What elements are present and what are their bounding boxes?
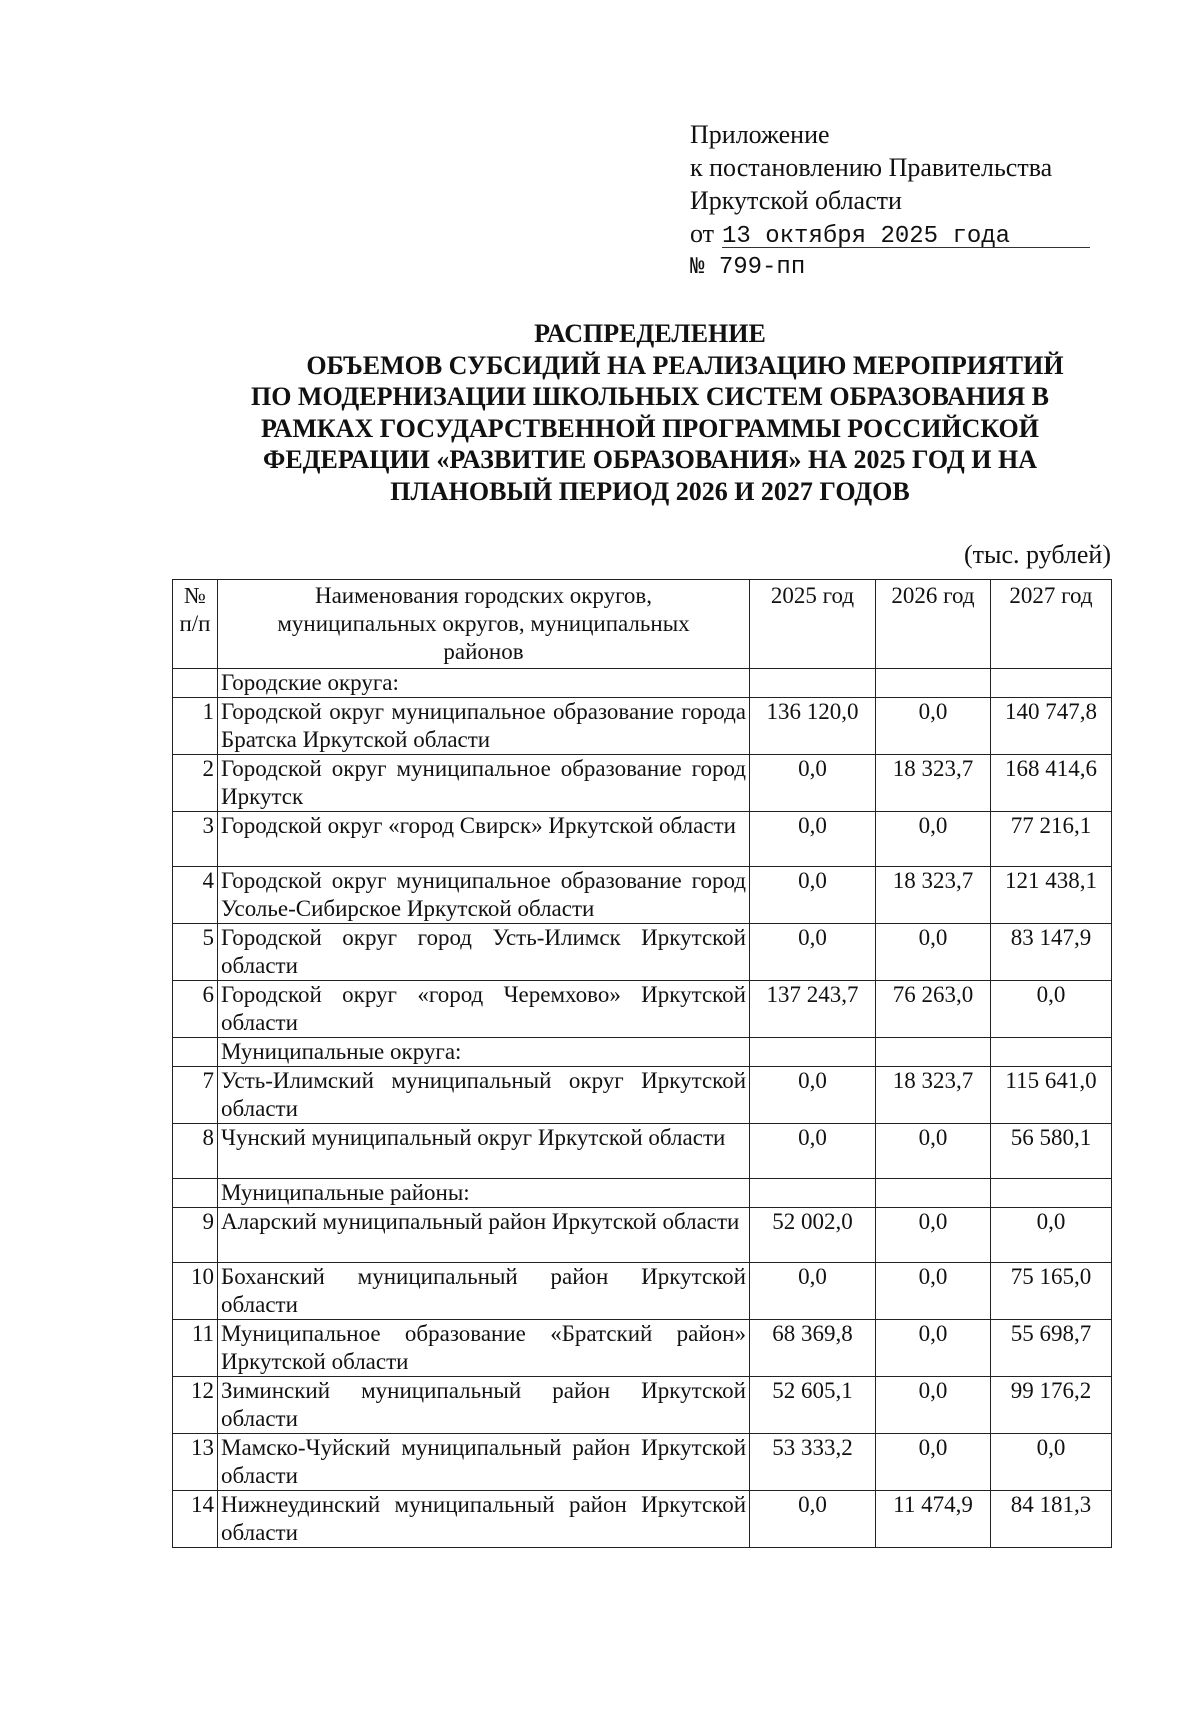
row-number: 8: [173, 1124, 218, 1179]
value-2027: 0,0: [991, 1208, 1112, 1263]
value-2025: 52 002,0: [750, 1208, 876, 1263]
units-label: (тыс. рублей): [963, 540, 1111, 569]
value-2025: 52 605,1: [750, 1377, 876, 1434]
row-number: 13: [173, 1434, 218, 1491]
date-value: 13 октября 2025 года: [722, 223, 1011, 250]
table-header-row: [173, 580, 1112, 669]
row-name: Городской округ муниципальное образование города Братска Иркутской области: [218, 698, 750, 755]
value-2025: 0,0: [750, 812, 876, 867]
group-number-cell: [173, 1179, 218, 1208]
value-2027: 55 698,7: [991, 1320, 1112, 1377]
row-number: 12: [173, 1377, 218, 1434]
value-2025: 0,0: [750, 1491, 876, 1548]
group-label: Муниципальные округа:: [218, 1038, 750, 1067]
header-name-line-3: районов: [443, 639, 524, 664]
row-name: Чунский муниципальный округ Иркутской области: [218, 1124, 750, 1179]
row-name: Нижнеудинский муниципальный район Иркутской области: [218, 1491, 750, 1548]
value-2026: 76 263,0: [876, 981, 991, 1038]
value-2025: 0,0: [750, 1067, 876, 1124]
value-2027: 115 641,0: [991, 1067, 1112, 1124]
group-empty-cell: [750, 1038, 876, 1067]
group-empty-cell: [991, 669, 1112, 698]
value-2025: 137 243,7: [750, 981, 876, 1038]
value-2026: 18 323,7: [876, 755, 991, 812]
value-2025: 68 369,8: [750, 1320, 876, 1377]
row-number: 1: [173, 698, 218, 755]
table-row: [173, 755, 1112, 812]
table-row: [173, 1124, 1112, 1179]
table-row: [173, 1067, 1112, 1124]
value-2027: 140 747,8: [991, 698, 1112, 755]
table-row: [173, 1434, 1112, 1491]
title-line-2: ОБЪЕМОВ СУБСИДИЙ НА РЕАЛИЗАЦИЮ МЕРОПРИЯТИЙ: [306, 350, 1064, 380]
value-2027: 121 438,1: [991, 867, 1112, 924]
header-name: [218, 580, 750, 669]
approval-number-line: [690, 251, 1090, 284]
value-2027: 0,0: [991, 981, 1112, 1038]
row-name: Мамско-Чуйский муниципальный район Иркутской области: [218, 1434, 750, 1491]
group-empty-cell: [750, 669, 876, 698]
table-row: [173, 1208, 1112, 1263]
row-name: Городской округ город Усть-Илимск Иркутской области: [218, 924, 750, 981]
approval-line-2: к постановлению Правительства: [690, 153, 1053, 182]
group-label: Городские округа:: [218, 669, 750, 698]
value-2027: 83 147,9: [991, 924, 1112, 981]
row-name: Муниципальное образование «Братский район» Иркутской области: [218, 1320, 750, 1377]
value-2027: 77 216,1: [991, 812, 1112, 867]
table-row: [173, 698, 1112, 755]
row-number: 4: [173, 867, 218, 924]
value-2027: 99 176,2: [991, 1377, 1112, 1434]
table-row: [173, 1320, 1112, 1377]
value-2025: 0,0: [750, 867, 876, 924]
table-row: [173, 1377, 1112, 1434]
value-2027: 84 181,3: [991, 1491, 1112, 1548]
header-name-line-1: Наименования городских округов,: [314, 583, 653, 608]
value-2025: 0,0: [750, 1263, 876, 1320]
group-empty-cell: [991, 1179, 1112, 1208]
value-2025: 0,0: [750, 924, 876, 981]
group-row: [173, 669, 1112, 698]
header-number: [173, 580, 218, 669]
value-2026: 18 323,7: [876, 867, 991, 924]
row-number: 11: [173, 1320, 218, 1377]
date-prefix: от: [690, 219, 715, 248]
value-2025: 136 120,0: [750, 698, 876, 755]
value-2026: 11 474,9: [876, 1491, 991, 1548]
row-number: 9: [173, 1208, 218, 1263]
title-line-6: ПЛАНОВЫЙ ПЕРИОД 2026 И 2027 ГОДОВ: [390, 476, 910, 506]
row-number: 6: [173, 981, 218, 1038]
value-2027: 0,0: [991, 1434, 1112, 1491]
value-2027: 168 414,6: [991, 755, 1112, 812]
row-number: 5: [173, 924, 218, 981]
approval-block: [690, 118, 1090, 284]
row-number: 14: [173, 1491, 218, 1548]
row-name: Боханский муниципальный район Иркутской области: [218, 1263, 750, 1320]
row-name: Городской округ муниципальное образование город Иркутск: [218, 755, 750, 812]
row-name: Зиминский муниципальный район Иркутской области: [218, 1377, 750, 1434]
header-2025: 2025 год: [750, 580, 876, 669]
value-2026: 0,0: [876, 1434, 991, 1491]
row-name: Городской округ «город Свирск» Иркутской области: [218, 812, 750, 867]
value-2026: 0,0: [876, 1208, 991, 1263]
header-number-line-1: №: [184, 583, 206, 608]
row-name: Городской округ муниципальное образование город Усолье-Сибирское Иркутской области: [218, 867, 750, 924]
title-line-4: РАМКАХ ГОСУДАРСТВЕННОЙ ПРОГРАММЫ РОССИЙСКОЙ: [260, 413, 1040, 443]
title-line-5: ФЕДЕРАЦИИ «РАЗВИТИЕ ОБРАЗОВАНИЯ» НА 2025 ГОД И НА: [263, 445, 1037, 474]
group-empty-cell: [876, 1038, 991, 1067]
row-name: Городской округ «город Черемхово» Иркутской области: [218, 981, 750, 1038]
title-line-1: РАСПРЕДЕЛЕНИЕ: [534, 319, 766, 348]
value-2025: 0,0: [750, 755, 876, 812]
value-2026: 0,0: [876, 1320, 991, 1377]
group-row: [173, 1038, 1112, 1067]
approval-line-1: Приложение: [690, 120, 830, 149]
value-2026: 0,0: [876, 698, 991, 755]
group-label: Муниципальные районы:: [218, 1179, 750, 1208]
header-2027: 2027 год: [991, 580, 1112, 669]
value-2026: 0,0: [876, 1124, 991, 1179]
value-2025: 53 333,2: [750, 1434, 876, 1491]
table-row: [173, 867, 1112, 924]
approval-date-line: [690, 217, 1090, 253]
value-2025: 0,0: [750, 1124, 876, 1179]
approval-line-3: Иркутской области: [690, 186, 902, 215]
value-2027: 56 580,1: [991, 1124, 1112, 1179]
value-2026: 0,0: [876, 812, 991, 867]
table-row: [173, 981, 1112, 1038]
row-number: 7: [173, 1067, 218, 1124]
group-empty-cell: [750, 1179, 876, 1208]
number-value: 799-пп: [718, 254, 806, 281]
row-number: 2: [173, 755, 218, 812]
row-name: Аларский муниципальный район Иркутской области: [218, 1208, 750, 1263]
table-row: [173, 1491, 1112, 1548]
table-row: [173, 812, 1112, 867]
header-number-line-2: п/п: [179, 611, 211, 636]
document-title: [170, 318, 1130, 507]
group-number-cell: [173, 669, 218, 698]
table-row: [173, 924, 1112, 981]
table-row: [173, 1263, 1112, 1320]
value-2026: 18 323,7: [876, 1067, 991, 1124]
group-empty-cell: [876, 669, 991, 698]
value-2026: 0,0: [876, 1263, 991, 1320]
header-2026: 2026 год: [876, 580, 991, 669]
number-prefix: №: [690, 254, 705, 281]
group-row: [173, 1179, 1112, 1208]
group-empty-cell: [991, 1038, 1112, 1067]
group-number-cell: [173, 1038, 218, 1067]
date-underline: [722, 247, 1090, 248]
value-2026: 0,0: [876, 924, 991, 981]
subsidies-table: [172, 579, 1112, 1548]
row-number: 10: [173, 1263, 218, 1320]
value-2027: 75 165,0: [991, 1263, 1112, 1320]
header-name-line-2: муниципальных округов, муниципальных: [277, 611, 690, 636]
value-2026: 0,0: [876, 1377, 991, 1434]
row-number: 3: [173, 812, 218, 867]
row-name: Усть-Илимский муниципальный округ Иркутской области: [218, 1067, 750, 1124]
title-line-3: ПО МОДЕРНИЗАЦИИ ШКОЛЬНЫХ СИСТЕМ ОБРАЗОВАНИЯ В: [250, 382, 1049, 411]
group-empty-cell: [876, 1179, 991, 1208]
